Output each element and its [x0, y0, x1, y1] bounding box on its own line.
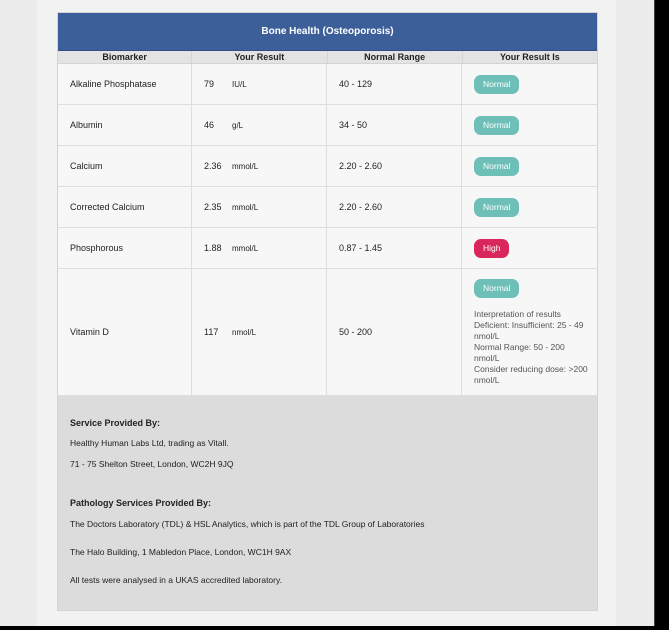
- table-row: [58, 64, 597, 105]
- status-badge: Normal: [474, 75, 519, 94]
- table-title: Bone Health (Osteoporosis): [58, 13, 597, 51]
- status-cell: [462, 228, 597, 268]
- biomarker-name: Calcium: [58, 146, 192, 186]
- pathology-heading: Pathology Services Provided By:: [70, 498, 212, 508]
- biomarker-name: Corrected Calcium: [58, 187, 192, 227]
- table-row: [58, 269, 597, 396]
- result-cell: [192, 146, 327, 186]
- result-unit: mmol/L: [232, 202, 259, 212]
- pathology-address: The Halo Building, 1 Mabledon Place, London, WC1H 9AX: [70, 547, 292, 557]
- result-value: 46: [204, 120, 215, 130]
- provider-footer: [58, 396, 597, 610]
- column-header-status: Your Result Is: [499, 52, 560, 62]
- status-badge-high: High: [474, 239, 509, 258]
- table-row: [58, 187, 597, 228]
- table-header: [58, 51, 597, 64]
- interpretation-line: Normal Range: 50 - 200 nmol/L: [474, 342, 565, 363]
- interpretation-line: Consider reducing dose: >200 nmol/L: [474, 364, 588, 385]
- status-badge: Normal: [474, 157, 519, 176]
- status-cell: [462, 146, 597, 186]
- interpretation-line: Interpretation of results: [474, 309, 561, 319]
- result-cell: [192, 228, 327, 268]
- status-badge: Normal: [474, 116, 519, 135]
- accreditation-note: All tests were analysed in a UKAS accredited laboratory.: [70, 575, 282, 585]
- biomarker-name: Vitamin D: [58, 269, 192, 395]
- results-table: [57, 12, 598, 611]
- normal-range: 50 - 200: [327, 269, 462, 395]
- service-address: 71 - 75 Shelton Street, London, WC2H 9JQ: [70, 459, 234, 469]
- result-cell: [192, 105, 327, 145]
- result-value: 117: [204, 327, 219, 337]
- table-row: [58, 105, 597, 146]
- result-unit: IU/L: [232, 79, 247, 89]
- table-row: [58, 146, 597, 187]
- pathology-company: The Doctors Laboratory (TDL) & HSL Analytics, which is part of the TDL Group of Laboratories: [70, 519, 425, 529]
- column-header-result: Your Result: [192, 51, 327, 63]
- normal-range: 40 - 129: [327, 64, 462, 104]
- result-cell: [192, 187, 327, 227]
- normal-range: 2.20 - 2.60: [327, 187, 462, 227]
- status-cell: [462, 64, 597, 104]
- column-header-biomarker: Biomarker: [58, 51, 192, 63]
- status-cell: [462, 187, 597, 227]
- table-row: [58, 228, 597, 269]
- biomarker-name: Alkaline Phosphatase: [58, 64, 192, 104]
- result-unit: g/L: [232, 120, 244, 130]
- status-cell: [462, 269, 597, 395]
- biomarker-name: Albumin: [58, 105, 192, 145]
- result-value: 79: [204, 79, 215, 89]
- interpretation-line: Deficient: Insufficient: 25 - 49 nmol/L: [474, 320, 584, 341]
- normal-range: 0.87 - 1.45: [327, 228, 462, 268]
- column-header-range: Normal Range: [328, 51, 463, 63]
- result-value: 1.88: [204, 243, 222, 253]
- result-unit: nmol/L: [232, 327, 257, 337]
- status-cell: [462, 105, 597, 145]
- status-badge: Normal: [474, 198, 519, 217]
- service-heading: Service Provided By:: [70, 418, 161, 428]
- result-cell: [192, 269, 327, 395]
- status-badge: Normal: [474, 279, 519, 298]
- biomarker-name: Phosphorous: [58, 228, 192, 268]
- result-value: 2.35: [204, 202, 222, 212]
- result-value: 2.36: [204, 161, 222, 171]
- service-company: Healthy Human Labs Ltd, trading as Vitall.: [70, 438, 229, 448]
- normal-range: 34 - 50: [327, 105, 462, 145]
- interpretation-notes: [474, 309, 590, 386]
- result-unit: mmol/L: [232, 243, 259, 253]
- result-unit: mmol/L: [232, 161, 259, 171]
- normal-range: 2.20 - 2.60: [327, 146, 462, 186]
- result-cell: [192, 64, 327, 104]
